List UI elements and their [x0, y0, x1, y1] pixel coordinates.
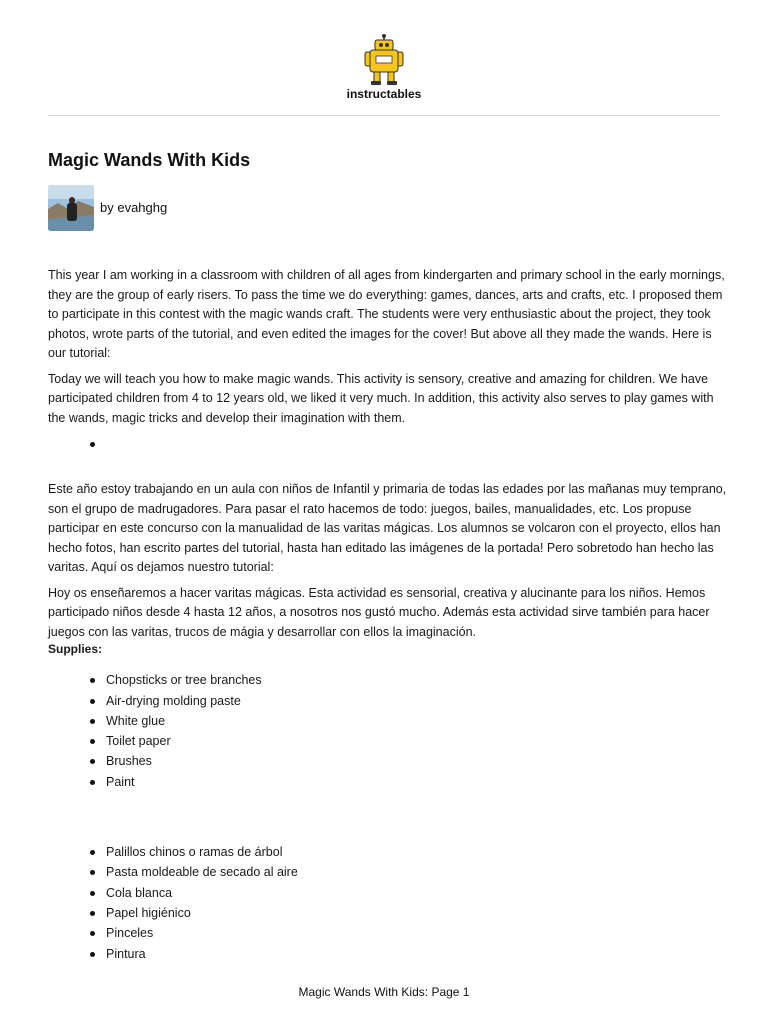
list-item — [106, 434, 730, 454]
page-title: Magic Wands With Kids — [48, 150, 251, 170]
tutorial-paragraph-en: Today we will teach you how to make magic wands. This activity is sensory, creative and amazing for children. We have participated children from 4 to 12 years old, we liked it very much. In addition, this activity also serves to play games with the wands, magic tricks and develop their imagination with them. — [48, 371, 714, 425]
tutorial-paragraph-es: Hoy os enseñaremos a hacer varitas mágicas. Esta actividad es sensorial, creativa y alucinante para los niños. Hemos participado niños desde 4 hasta 12 años, a nosotros nos gustó mucho. Además esta actividad sirve también para hacer juegos con las varitas, trucos de mágia y desarrollar con ellos la imaginación. — [48, 585, 710, 639]
avatar-photo-icon — [48, 185, 94, 231]
article-body — [48, 266, 730, 964]
intro-paragraph-es: Este año estoy trabajando en un aula con niños de Infantil y primaria de todas las edades por las mañanas muy temprano, son el grupo de madrugadores. Para pasar el rato hacemos de todo: juegos, bailes, manualidades, etc. Los propuse participar en este concurso con la manualidad de las varitas mágicas. Los alumnos se volcaron con el proyecto, ellos han hecho fotos, han escrito partes del tutorial, hasta han editado las imágenes de la portada! Pero sobretodo han hecho las varitas. Aquí os dejamos nuestro tutorial: — [48, 482, 727, 575]
list-item: Pinceles — [106, 923, 730, 943]
list-item: Toilet paper — [106, 731, 730, 751]
empty-list — [48, 434, 730, 454]
page-footer: Magic Wands With Kids: Page 1 — [298, 985, 470, 999]
list-item: Brushes — [106, 751, 730, 771]
list-item: Papel higiénico — [106, 903, 730, 923]
author-line[interactable]: by evahghg — [100, 200, 168, 215]
supplies-heading: Supplies: — [48, 642, 103, 657]
list-item: Air-drying molding paste — [106, 691, 730, 711]
list-item: Pasta moldeable de secado al aire — [106, 862, 730, 882]
list-item: White glue — [106, 711, 730, 731]
avatar[interactable] — [48, 185, 94, 231]
site-header — [0, 0, 768, 116]
list-item: Cola blanca — [106, 883, 730, 903]
instructables-robot-icon[interactable] — [362, 34, 406, 86]
list-item: Chopsticks or tree branches — [106, 670, 730, 690]
list-item: Pintura — [106, 944, 730, 964]
brand-name[interactable]: instructables — [346, 87, 422, 101]
supplies-list-es — [48, 842, 730, 964]
intro-paragraph-en: This year I am working in a classroom with children of all ages from kindergarten and primary school in the early mornings, they are the group of early risers. To pass the time we do everything: games, dances, arts and crafts, etc. I proposed them to participate in this contest with the magic wands craft. The students were very enthusiastic about the project, they took photos, wrote parts of the tutorial, and even edited the images for the cover! But above all they made the wands. Here is our tutorial: — [48, 268, 725, 360]
header-divider — [48, 115, 720, 116]
supplies-list-en — [48, 670, 730, 792]
list-item: Palillos chinos o ramas de árbol — [106, 842, 730, 862]
list-item: Paint — [106, 772, 730, 792]
